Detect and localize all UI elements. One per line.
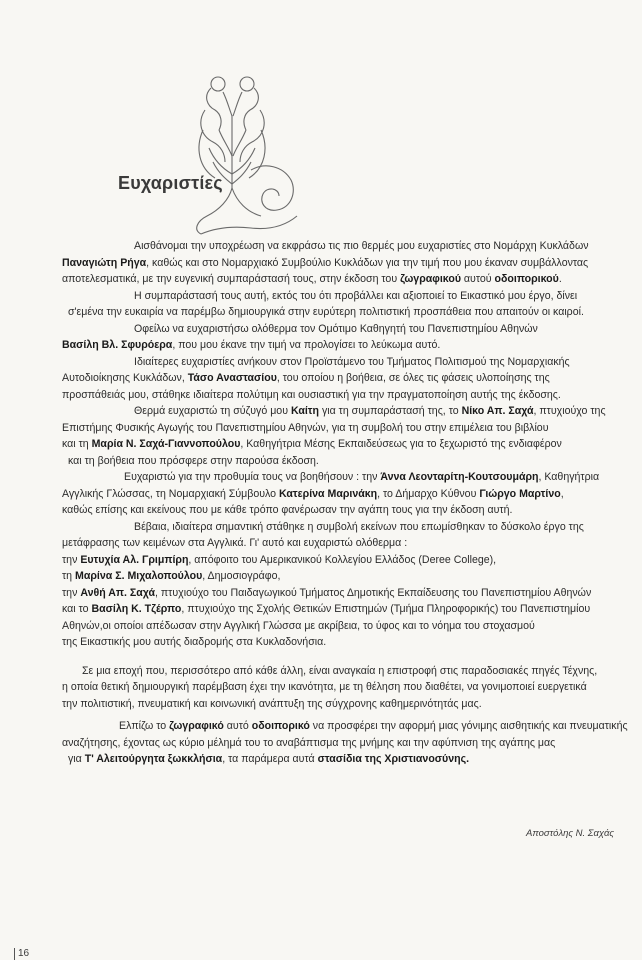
bold-name: Τάσο Αναστασίου [187,372,277,384]
bold-name: Τ' Αλειτούργητα ξωκκλήσια [84,753,223,765]
text-span: Βέβαια, ιδιαίτερα σημαντική στάθηκε η συμβολή εκείνων που επωμίσθηκαν το δύσκολο έργο της [134,520,584,533]
text-span: για [68,753,85,765]
text-span: , απόφοιτο του Αμερικανικού Κολλεγίου Ελλάδος (Deree College), [188,553,497,566]
author-signature: Αποστόλης Ν. Σαχάς [526,828,614,839]
text-line [62,486,620,503]
bold-name: Ευτυχία Αλ. Γριμπίρη [80,553,189,566]
bold-name: ζωγραφικού [400,273,461,285]
text-line [62,519,620,536]
text-line [62,271,620,288]
text-span: , πτυχιούχο της Σχολής Θετικών Επιστημών (Τμήμα Πληροφορικής) του Πανεπιστημίου [181,603,591,615]
text-line [62,370,620,387]
text-span: την [62,553,81,566]
bold-name: Ανθή Απ. Σαχά [80,586,155,599]
text-line [62,337,620,354]
acknowledgements-body [62,238,628,768]
text-span: αυτού [460,273,495,285]
text-line [62,354,620,371]
text-span: Αγγλικής Γλώσσας, τη Νομαρχιακή Σύμβουλο [62,487,279,500]
bold-name: Βασίλη Κ. Τζέρπο [91,603,182,615]
text-line [62,679,620,696]
text-span: η οποία θετική δημιουργική παρέμβαση έχει την ικανότητα, με τη θέληση που διαθέτει, να γονιμοποιεί ευεργετικά [62,681,587,693]
text-span: τη [62,570,76,582]
bold-name: Μαρία Ν. Σαχά-Γιαννοπούλου [91,438,241,450]
text-line [62,321,620,338]
text-line [62,255,620,272]
text-span: και τη βοήθεια που πρόσφερε στην παρούσα έκδοση. [68,454,319,467]
bold-name: Νίκο Απ. Σαχά [461,405,534,417]
page-title: Ευχαριστίες [118,173,223,193]
text-line [62,585,620,602]
text-span: , καθώς και στο Νομαρχιακό Συμβούλιο Κυκλάδων για την τιμή που μου έκαναν συμβάλλοντας [146,256,589,269]
text-span: , Καθηγήτρια [538,471,600,483]
text-span: , [560,487,564,500]
text-line [62,535,620,552]
page-number: 16 [14,948,29,960]
text-line [62,663,620,680]
bold-name: Κατερίνα Μαρινάκη [278,487,378,500]
bold-name: ζωγραφικό [169,720,224,732]
text-span: , το Δήμαρχο Κύθνου [377,487,480,500]
art-nouveau-ornament-icon [185,70,325,245]
text-span: και τη [62,438,92,450]
text-span: της Εικαστικής μου αυτής διαδρομής στα Κυκλαδονήσια. [62,636,327,648]
text-span: Αυτοδιοίκησης Κυκλάδων, [62,372,188,384]
text-span: προσπάθειάς μου, στάθηκε ιδιαίτερα πολύτιμη και ουσιαστική για την πραγματοποίηση αυτής της έκδοσης. [62,388,561,401]
text-line [62,304,620,321]
text-line [62,387,620,404]
text-line [62,751,620,768]
text-line [62,696,620,713]
text-line [62,634,620,651]
bold-name: Καίτη [290,405,319,417]
text-span: , που μου έκανε την τιμή να προλογίσει το λεύκωμα αυτό. [172,339,441,351]
text-span: , του οποίου η βοήθεια, σε όλες τις φάσεις υλοποίησης της [276,372,550,384]
text-span: , Καθηγήτρια Μέσης Εκπαιδεύσεως για το ξεχωριστό της ενδιαφέρον [240,438,562,450]
bold-name: Άννα Λεονταρίτη-Κουτσουμάρη [380,471,539,483]
text-span: αποτελεσματικά, με την ευγενική συμπαράστασή τους, στην έκδοση του [62,273,401,285]
text-line [62,601,620,618]
text-span: Αισθάνομαι την υποχρέωση να εκφράσω τις πιο θερμές μου ευχαριστίες στο Νομάρχη Κυκλάδων [134,240,589,252]
text-line [62,403,620,420]
text-span: , Δημοσιογράφο, [202,570,281,582]
text-span: την [62,586,81,599]
text-span: , πτυχιούχο της [533,405,606,417]
text-span: Οφείλω να ευχαριστήσω ολόθερμα τον Ομότιμο Καθηγητή του Πανεπιστημίου Αθηνών [134,322,538,335]
text-span: μετάφρασης των κειμένων στα Αγγλικά. Γι' αυτό και ευχαριστώ ολόθερμα : [62,537,408,549]
text-line [62,502,620,519]
text-span: Η συμπαράστασή τους αυτή, εκτός του ότι προβάλλει και αξιοποιεί το Εικαστικό μου έργο, δίνει [134,289,578,302]
text-line [62,568,620,585]
text-line [62,718,628,735]
text-span: να προσφέρει την αφορμή μιας γόνιμης αισθητικής και πνευματικής [309,720,628,732]
text-span: Επιστήμης Φυσικής Αγωγής του Πανεπιστημίου Αθηνών, για τη συμβολή του στην επιμέλεια του βιβλίου [62,421,549,434]
text-span: Ευχαριστώ για την προθυμία τους να βοηθήσουν : την [124,471,381,483]
text-span: Θερμά ευχαριστώ τη σύζυγό μου [134,405,291,417]
text-span: , τα παράμερα αυτά [222,753,318,765]
text-span: Ιδιαίτερες ευχαριστίες ανήκουν στον Προϊστάμενο του Τμήματος Πολιτισμού της Νομαρχιακής [134,355,570,368]
bold-name: Γιώργο Μαρτίνο [479,487,561,500]
text-line [62,420,620,437]
text-span: και το [62,603,92,615]
text-span: , πτυχιούχο του Παιδαγωγικού Τμήματος Δημοτικής Εκπαίδευσης του Πανεπιστημίου Αθηνών [154,586,592,599]
bold-name: οδοιπορικό [251,720,310,732]
bold-name: Βασίλη Βλ. Σφυρόερα [62,339,173,351]
text-line [62,469,620,486]
text-line [62,436,620,453]
text-span: Ελπίζω το [119,720,170,732]
text-line [62,453,620,470]
text-span: καθώς επίσης και εκείνους που με κάθε τρόπο φανέρωσαν την αγάπη τους για την έκδοση αυτή. [62,504,513,516]
bold-name: οδοιπορικού [494,273,559,285]
text-line [62,618,620,635]
text-span: την πολιτιστική, πνευματική και κοινωνική ανάπτυξη της σύγχρονης καθημερινότητάς μας. [62,697,482,710]
text-span: για τη συμπαράστασή της, το [319,405,462,417]
text-span: Αθηνών,οι οποίοι απέδωσαν στην Αγγλική Γλώσσα με ακρίβεια, το ύφος και το νόημα του στοχασμού [62,619,535,632]
text-line [62,238,620,255]
text-span: Σε μια εποχή που, περισσότερο από κάθε άλλη, είναι αναγκαία η επιστροφή στις παραδοσιακές πηγές Τέχνης, [82,664,598,677]
text-span: αυτό [223,720,252,732]
bold-name: στασίδια της Χριστιανοσύνης. [317,753,470,765]
text-span: . [558,273,562,285]
text-span: σ'εμένα την ευκαιρία να παρέμβω δημιουργικά στην ευρύτερη πολιτιστική προσπάθεια που απαιτούν οι καιροί. [68,306,584,318]
text-span: αναζήτησης, έχοντας ως κύριο μέλημά του το αναβάπτισμα της μνήμης και την αφύπνιση της αγάπης μας [62,736,556,749]
text-line [62,288,620,305]
bold-name: Παναγιώτη Ρήγα [62,256,147,269]
text-line [62,735,620,752]
text-line [62,552,620,569]
bold-name: Μαρίνα Σ. Μιχαλοπούλου [75,570,203,582]
